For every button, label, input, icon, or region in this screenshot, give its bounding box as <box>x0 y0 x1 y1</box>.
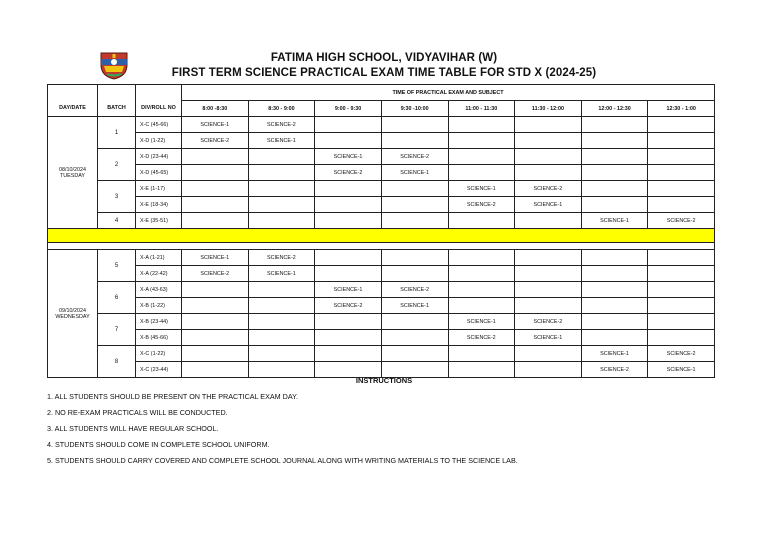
slot-cell: SCIENCE-1 <box>182 250 249 266</box>
slot-cell <box>248 149 315 165</box>
day-separator <box>48 229 715 243</box>
slot-cell <box>515 213 582 229</box>
roll-cell: X-B (45-66) <box>136 330 182 346</box>
slot-cell <box>182 330 249 346</box>
slot-cell <box>448 298 515 314</box>
table-row <box>48 117 715 133</box>
slot-cell <box>515 165 582 181</box>
slot-cell <box>248 314 315 330</box>
slot-cell: SCIENCE-1 <box>381 298 448 314</box>
slot-cell: SCIENCE-2 <box>315 165 382 181</box>
roll-cell: X-E (18-34) <box>136 197 182 213</box>
slot-cell <box>248 282 315 298</box>
slot-cell: SCIENCE-1 <box>315 149 382 165</box>
slot-cell <box>182 197 249 213</box>
table-row <box>48 314 715 330</box>
slot-header: 12:30 - 1:00 <box>648 101 715 117</box>
roll-cell: X-C (1-22) <box>136 346 182 362</box>
slot-cell: SCIENCE-2 <box>315 298 382 314</box>
slot-cell <box>182 314 249 330</box>
slot-cell <box>515 117 582 133</box>
slot-header: 9:00 - 9:30 <box>315 101 382 117</box>
batch-cell: 7 <box>98 314 136 346</box>
instruction-item: 5. STUDENTS SHOULD CARRY COVERED AND COMPLETE SCHOOL JOURNAL ALONG WITH WRITING MATERIALS TO THE SCIENCE LAB. <box>47 456 518 465</box>
slot-cell <box>248 298 315 314</box>
slot-cell: SCIENCE-2 <box>515 181 582 197</box>
slot-cell <box>381 266 448 282</box>
slot-cell <box>182 213 249 229</box>
instruction-item: 2. NO RE-EXAM PRACTICALS WILL BE CONDUCTED. <box>47 408 228 417</box>
slot-cell <box>448 282 515 298</box>
slot-cell <box>648 133 715 149</box>
slot-cell <box>648 165 715 181</box>
batch-cell: 5 <box>98 250 136 282</box>
slot-cell <box>648 181 715 197</box>
slot-cell: SCIENCE-1 <box>248 133 315 149</box>
slot-cell: SCIENCE-2 <box>248 117 315 133</box>
slot-cell <box>248 213 315 229</box>
batch-col-header: BATCH <box>98 101 136 117</box>
exam-date: 08/10/2024 <box>59 166 86 173</box>
exam-day: TUESDAY <box>59 172 86 179</box>
slot-cell: SCIENCE-2 <box>182 266 249 282</box>
slot-cell <box>648 197 715 213</box>
slot-cell <box>448 117 515 133</box>
slot-cell <box>182 282 249 298</box>
table-row <box>48 266 715 282</box>
slot-cell <box>381 181 448 197</box>
slot-cell <box>315 250 382 266</box>
slot-header: 12:00 - 12:30 <box>581 101 648 117</box>
slot-cell <box>515 266 582 282</box>
slot-cell <box>515 298 582 314</box>
header-blank <box>136 85 182 101</box>
slot-cell <box>315 346 382 362</box>
slot-cell: SCIENCE-2 <box>381 282 448 298</box>
batch-cell: 2 <box>98 149 136 181</box>
slot-cell <box>648 330 715 346</box>
slot-cell <box>581 133 648 149</box>
day-date-cell <box>48 250 98 378</box>
slot-cell: SCIENCE-2 <box>648 213 715 229</box>
timetable <box>47 84 715 378</box>
slot-cell: SCIENCE-1 <box>648 362 715 378</box>
slot-cell: SCIENCE-1 <box>182 117 249 133</box>
slot-cell: SCIENCE-2 <box>182 133 249 149</box>
slot-cell <box>381 213 448 229</box>
slot-cell: SCIENCE-2 <box>581 362 648 378</box>
slot-cell <box>648 149 715 165</box>
slot-cell <box>315 117 382 133</box>
slot-cell: SCIENCE-2 <box>381 149 448 165</box>
slot-cell <box>448 165 515 181</box>
roll-cell: X-C (23-44) <box>136 362 182 378</box>
slot-cell <box>381 133 448 149</box>
roll-cell: X-A (43-63) <box>136 282 182 298</box>
day-separator-row <box>48 229 715 243</box>
slot-cell <box>581 197 648 213</box>
slot-cell <box>581 181 648 197</box>
slot-cell <box>448 250 515 266</box>
date-col-header: DAY/DATE <box>48 101 98 117</box>
table-row <box>48 213 715 229</box>
batch-cell: 6 <box>98 282 136 314</box>
table-row <box>48 250 715 266</box>
slot-cell <box>182 149 249 165</box>
slot-cell: SCIENCE-2 <box>448 330 515 346</box>
slot-cell: SCIENCE-2 <box>515 314 582 330</box>
slot-header: 11:30 - 12:00 <box>515 101 582 117</box>
slot-cell <box>381 250 448 266</box>
slot-cell <box>182 181 249 197</box>
slot-cell: SCIENCE-1 <box>315 282 382 298</box>
exam-date: 09/10/2024 <box>59 307 86 314</box>
header-blank <box>98 85 136 101</box>
table-row <box>48 181 715 197</box>
slot-cell <box>515 346 582 362</box>
table-row <box>48 133 715 149</box>
slot-cell: SCIENCE-1 <box>381 165 448 181</box>
roll-cell: X-E (35-51) <box>136 213 182 229</box>
slot-cell <box>648 117 715 133</box>
slot-header: 11:00 - 11:30 <box>448 101 515 117</box>
roll-cell: X-D (23-44) <box>136 149 182 165</box>
slot-cell <box>515 250 582 266</box>
slot-cell <box>648 266 715 282</box>
slot-cell <box>581 330 648 346</box>
slot-cell <box>315 266 382 282</box>
instructions-heading: INSTRUCTIONS <box>355 376 413 385</box>
slot-cell <box>248 346 315 362</box>
batch-cell: 8 <box>98 346 136 378</box>
table-row <box>48 149 715 165</box>
table-row <box>48 298 715 314</box>
slot-cell <box>581 149 648 165</box>
slot-cell <box>448 149 515 165</box>
batch-cell: 4 <box>98 213 136 229</box>
timetable-title: FIRST TERM SCIENCE PRACTICAL EXAM TIME TABLE FOR STD X (2024-25) <box>171 67 597 79</box>
slot-cell <box>315 330 382 346</box>
slot-cell <box>448 213 515 229</box>
slot-cell <box>182 165 249 181</box>
slot-cell: SCIENCE-2 <box>248 250 315 266</box>
slot-cell <box>515 282 582 298</box>
exam-day: WEDNESDAY <box>55 313 90 320</box>
slot-cell <box>648 282 715 298</box>
school-name: FATIMA HIGH SCHOOL, VIDYAVIHAR (W) <box>270 52 498 64</box>
roll-cell: X-C (45-66) <box>136 117 182 133</box>
slot-cell <box>315 197 382 213</box>
slot-cell <box>182 298 249 314</box>
roll-cell: X-E (1-17) <box>136 181 182 197</box>
slot-cell <box>381 346 448 362</box>
instruction-item: 3. ALL STUDENTS WILL HAVE REGULAR SCHOOL. <box>47 424 219 433</box>
header-blank <box>48 85 98 101</box>
slot-cell <box>248 197 315 213</box>
roll-cell: X-D (45-65) <box>136 165 182 181</box>
slot-header: 8:00 -8:30 <box>182 101 249 117</box>
slot-cell <box>381 117 448 133</box>
slot-cell <box>315 213 382 229</box>
day-date-cell <box>48 117 98 229</box>
slot-cell: SCIENCE-1 <box>448 314 515 330</box>
slot-cell: SCIENCE-1 <box>448 181 515 197</box>
table-row <box>48 197 715 213</box>
slot-cell <box>248 330 315 346</box>
slot-cell <box>381 197 448 213</box>
blank-cell <box>48 243 715 250</box>
slot-cell: SCIENCE-1 <box>581 213 648 229</box>
slot-cell <box>581 117 648 133</box>
slot-cell: SCIENCE-1 <box>515 330 582 346</box>
slot-cell: SCIENCE-2 <box>448 197 515 213</box>
slot-cell: SCIENCE-1 <box>515 197 582 213</box>
slot-cell <box>315 181 382 197</box>
slot-header: 8:30 - 9:00 <box>248 101 315 117</box>
batch-cell: 3 <box>98 181 136 213</box>
roll-cell: X-A (1-21) <box>136 250 182 266</box>
roll-cell: X-A (22-42) <box>136 266 182 282</box>
slot-cell <box>381 314 448 330</box>
slot-cell <box>448 266 515 282</box>
slot-cell <box>182 346 249 362</box>
slot-cell <box>515 133 582 149</box>
table-row <box>48 165 715 181</box>
slot-cell <box>581 165 648 181</box>
slot-cell <box>581 250 648 266</box>
slot-cell <box>248 165 315 181</box>
time-group-header: TIME OF PRACTICAL EXAM AND SUBJECT <box>182 85 715 101</box>
slot-cell: SCIENCE-1 <box>248 266 315 282</box>
slot-cell <box>448 346 515 362</box>
roll-cell: X-B (23-44) <box>136 314 182 330</box>
slot-cell <box>448 133 515 149</box>
roll-col-header: DIV/ROLL NO <box>136 101 182 117</box>
slot-cell: SCIENCE-2 <box>648 346 715 362</box>
instruction-item: 4. STUDENTS SHOULD COME IN COMPLETE SCHOOL UNIFORM. <box>47 440 270 449</box>
blank-row <box>48 243 715 250</box>
slot-cell <box>581 266 648 282</box>
slot-cell <box>248 181 315 197</box>
slot-header: 9:30 -10:00 <box>381 101 448 117</box>
table-row <box>48 346 715 362</box>
instructions-list <box>47 392 518 472</box>
slot-cell <box>315 314 382 330</box>
slot-cell <box>648 298 715 314</box>
slot-cell <box>581 314 648 330</box>
slot-cell <box>581 282 648 298</box>
table-row <box>48 282 715 298</box>
slot-cell <box>315 133 382 149</box>
slot-cell <box>515 149 582 165</box>
table-row <box>48 330 715 346</box>
slot-cell: SCIENCE-1 <box>581 346 648 362</box>
slot-cell <box>581 298 648 314</box>
timetable-body <box>48 117 715 378</box>
instruction-item: 1. ALL STUDENTS SHOULD BE PRESENT ON THE PRACTICAL EXAM DAY. <box>47 392 298 401</box>
slot-cell <box>381 330 448 346</box>
roll-cell: X-B (1-22) <box>136 298 182 314</box>
batch-cell: 1 <box>98 117 136 149</box>
roll-cell: X-D (1-22) <box>136 133 182 149</box>
slot-cell <box>648 314 715 330</box>
slot-cell <box>648 250 715 266</box>
